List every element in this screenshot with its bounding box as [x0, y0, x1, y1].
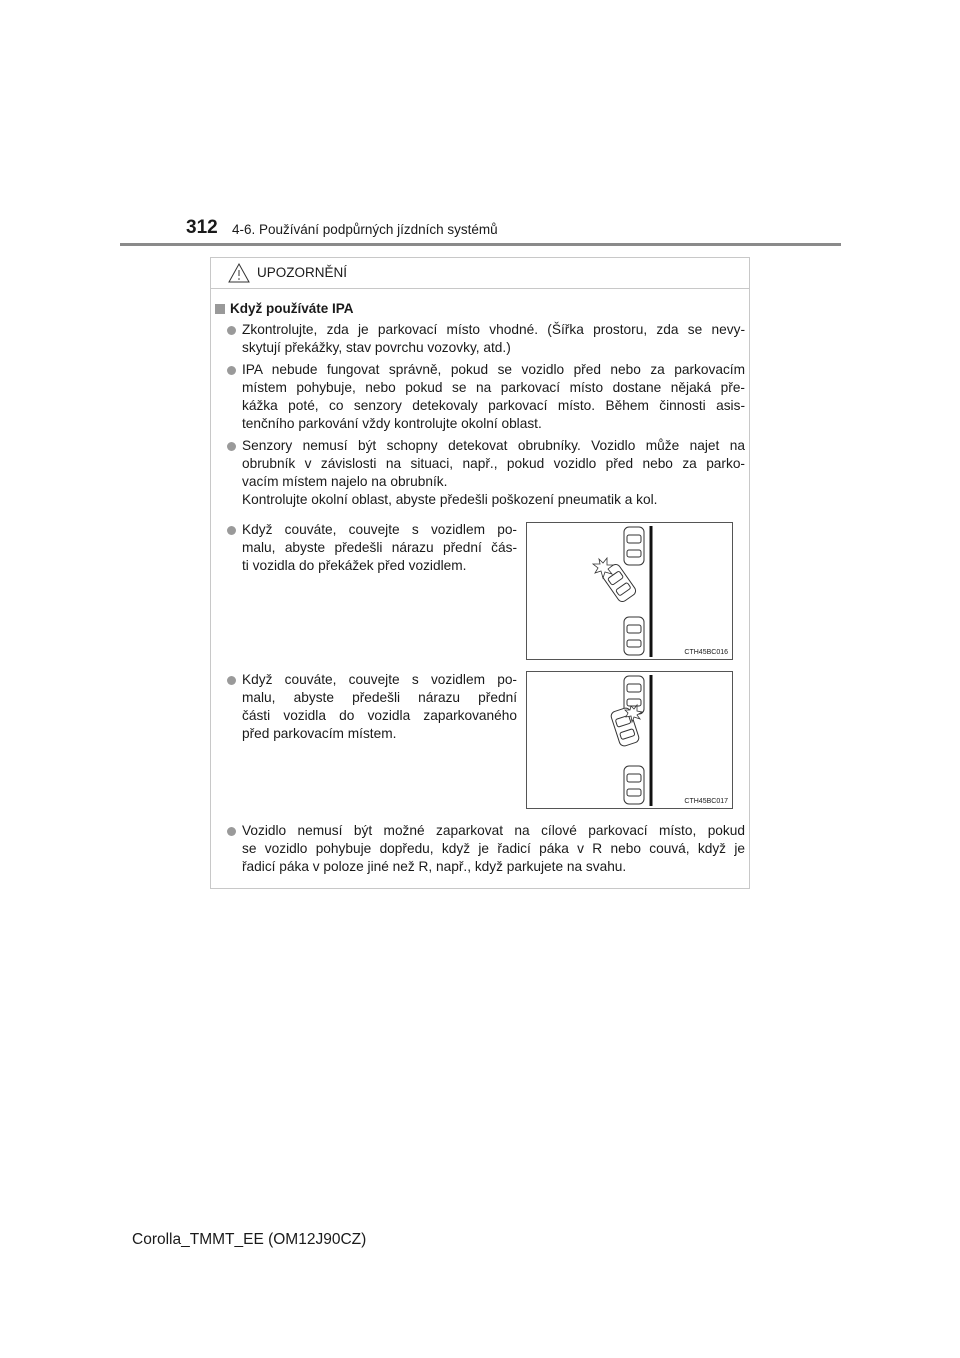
item-line: malu, abyste předešli nárazu přední čás- [242, 540, 517, 555]
item-line: kážka poté, co senzory detekovaly parkovací místo. Během činnosti asis- [242, 398, 745, 413]
page-number: 312 [186, 217, 218, 238]
footer-document-id: Corolla_TMMT_EE (OM12J90CZ) [132, 1231, 367, 1248]
bullet-dot-icon [227, 676, 236, 685]
warning-box [210, 257, 750, 889]
list-item [227, 822, 745, 876]
item-line: Kontrolujte okolní oblast, abyste předešli poškození pneumatik a kol. [242, 492, 658, 507]
item-line: místem pohybuje, nebo pokud se na parkovací místo dostane nějaká pře- [242, 380, 745, 395]
section-title: 4-6. Používání podpůrných jízdních systémů [232, 222, 498, 237]
item-line: vacím místem najelo na obrubník. [242, 474, 448, 489]
item-line: tenčního parkování vždy kontrolujte okolní oblast. [242, 416, 542, 431]
item-line: Senzory nemusí být schopny detekovat obrubníky. Vozidlo může najet na [242, 438, 745, 453]
bullet-dot-icon [227, 526, 236, 535]
bullet-dot-icon [227, 827, 236, 836]
item-line: Vozidlo nemusí být možné zaparkovat na cílové parkovací místo, pokud [242, 823, 745, 838]
square-bullet-icon [215, 304, 225, 314]
list-item [227, 437, 745, 509]
item-line: IPA nebude fungovat správně, pokud se vozidlo před nebo za parkovacím [242, 362, 745, 377]
list-item [227, 521, 517, 575]
item-line: Zkontrolujte, zda je parkovací místo vhodné. (Šířka prostoru, zda se nevy- [242, 322, 745, 337]
item-line: ti vozidla do překážek před vozidlem. [242, 558, 467, 573]
warning-triangle-icon [227, 262, 251, 289]
figure-code: CTH45BC016 [684, 649, 728, 656]
bullet-dot-icon [227, 326, 236, 335]
item-line: obrubník v závislosti na situaci, např., pokud vozidlo před nebo za parko- [242, 456, 745, 471]
figure-code: CTH45BC017 [684, 798, 728, 805]
item-line: před parkovacím místem. [242, 726, 397, 741]
list-item [227, 361, 745, 433]
header-rule [120, 243, 841, 246]
list-item [227, 321, 745, 357]
list-item [227, 671, 517, 743]
bullet-dot-icon [227, 442, 236, 451]
item-line: skytují překážky, stav povrchu vozovky, atd.) [242, 340, 511, 355]
item-line: řadicí páka v poloze jiné než R, např., když parkujete na svahu. [242, 859, 627, 874]
subheading [215, 301, 354, 316]
warning-title: UPOZORNĚNÍ [257, 265, 348, 280]
bullet-dot-icon [227, 366, 236, 375]
warning-header [211, 258, 749, 289]
parking-illustration-vehicle [526, 671, 733, 809]
item-line: se vozidlo pohybuje dopředu, když je řadicí páka v R nebo couvá, když je [242, 841, 745, 856]
item-line: Když couváte, couvejte s vozidlem po- [242, 672, 517, 687]
item-line: Když couváte, couvejte s vozidlem po- [242, 522, 517, 537]
subheading-text: Když používáte IPA [230, 301, 354, 316]
item-line: malu, abyste předešli nárazu přední [242, 690, 517, 705]
item-line: části vozidla do vozidla zaparkovaného [242, 708, 517, 723]
parking-illustration-obstacle [526, 522, 733, 660]
